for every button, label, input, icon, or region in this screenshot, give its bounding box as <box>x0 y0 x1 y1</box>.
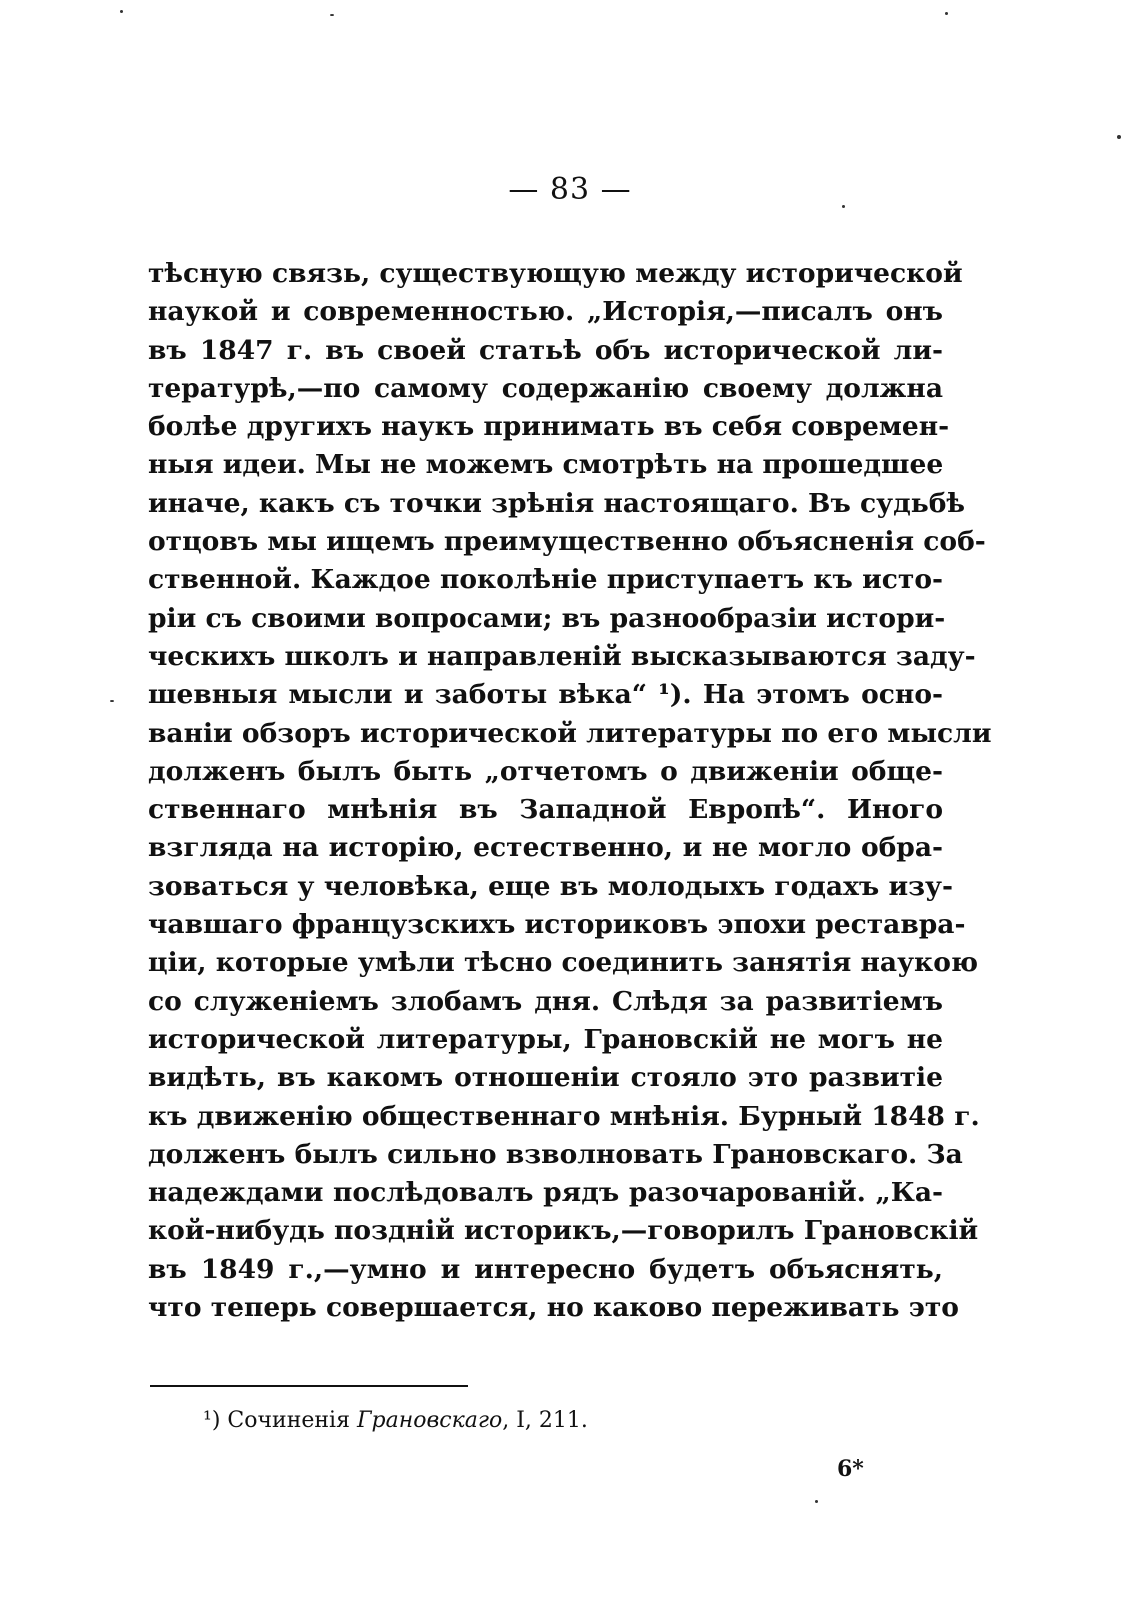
signature-mark: 6* <box>837 1456 864 1482</box>
text-line: со служеніемъ злобамъ дня. Слѣдя за развитіемъ <box>148 985 943 1017</box>
scan-speck <box>330 14 334 16</box>
footnote <box>203 1402 588 1440</box>
footnote-suffix: , I, 211. <box>502 1408 588 1433</box>
text-line: болѣе другихъ наукъ принимать въ себя современ- <box>148 411 950 443</box>
text-line: ціи, которые умѣли тѣсно соединить занятія наукою <box>148 947 979 979</box>
text-line: отцовъ мы ищемъ преимущественно объясненія соб- <box>148 526 986 558</box>
text-line: тѣсную связь, существующую между исторической <box>148 258 963 289</box>
text-line: исторической литературы, Грановскій не могъ не <box>148 1023 943 1055</box>
text-line: шевныя мысли и заботы вѣка“ ¹). На этомъ осно- <box>148 679 943 711</box>
scan-speck <box>120 10 123 13</box>
text-line: ческихъ школъ и направленій высказываются заду- <box>148 640 976 672</box>
text-line: къ движенію общественнаго мнѣнія. Бурный 1848 г. <box>148 1100 980 1132</box>
text-line: долженъ былъ быть „отчетомъ о движеніи обще- <box>148 755 943 787</box>
text-line: ваніи обзоръ исторической литературы по его мысли <box>148 717 992 749</box>
text-line: ственной. Каждое поколѣніе приступаетъ къ исто- <box>148 564 943 596</box>
body-text <box>148 255 992 1327</box>
scan-speck <box>1117 135 1121 139</box>
text-line: долженъ былъ сильно взволновать Грановскаго. За <box>148 1138 963 1170</box>
footnote-prefix: Сочиненія <box>227 1408 350 1433</box>
text-line: ріи съ своими вопросами; въ разнообразіи истори- <box>148 602 946 634</box>
text-line: въ 1847 г. въ своей статьѣ объ исторической ли- <box>148 334 943 366</box>
text-line: кой-нибудь поздній историкъ,—говорилъ Грановскій <box>148 1215 979 1247</box>
text-line: взгляда на исторію, естественно, и не могло обра- <box>148 832 943 864</box>
text-line: надеждами послѣдовалъ рядъ разочарованій. „Ка- <box>148 1177 943 1209</box>
text-line: наукой и современностью. „Исторія,—писалъ онъ <box>148 296 943 328</box>
text-line: въ 1849 г.,—умно и интересно будетъ объяснять, <box>148 1253 943 1285</box>
footnote-italic-author: Грановскаго <box>356 1408 503 1433</box>
text-line: тературѣ,—по самому содержанію своему должна <box>148 372 943 404</box>
footnote-divider <box>150 1385 468 1387</box>
text-line: зоваться у человѣка, еще въ молодыхъ годахъ изу- <box>148 870 953 902</box>
text-line: видѣть, въ какомъ отношеніи стояло это развитіе <box>148 1062 943 1094</box>
page-number: — 83 — <box>508 172 632 207</box>
text-line: иначе, какъ съ точки зрѣнія настоящаго. Въ судьбѣ <box>148 487 966 519</box>
scan-speck <box>842 205 845 208</box>
footnote-marker: ¹) <box>203 1408 221 1433</box>
text-line: ныя идеи. Мы не можемъ смотрѣть на прошедшее <box>148 449 944 481</box>
scan-speck <box>945 12 948 15</box>
scan-speck <box>815 1500 818 1503</box>
text-line: ственнаго мнѣнія въ Западной Европѣ“. Иного <box>148 794 943 826</box>
scan-speck <box>110 700 114 702</box>
text-line: чавшаго французскихъ историковъ эпохи реставра- <box>148 909 966 941</box>
text-line: что теперь совершается, но каково переживать это <box>148 1292 959 1324</box>
